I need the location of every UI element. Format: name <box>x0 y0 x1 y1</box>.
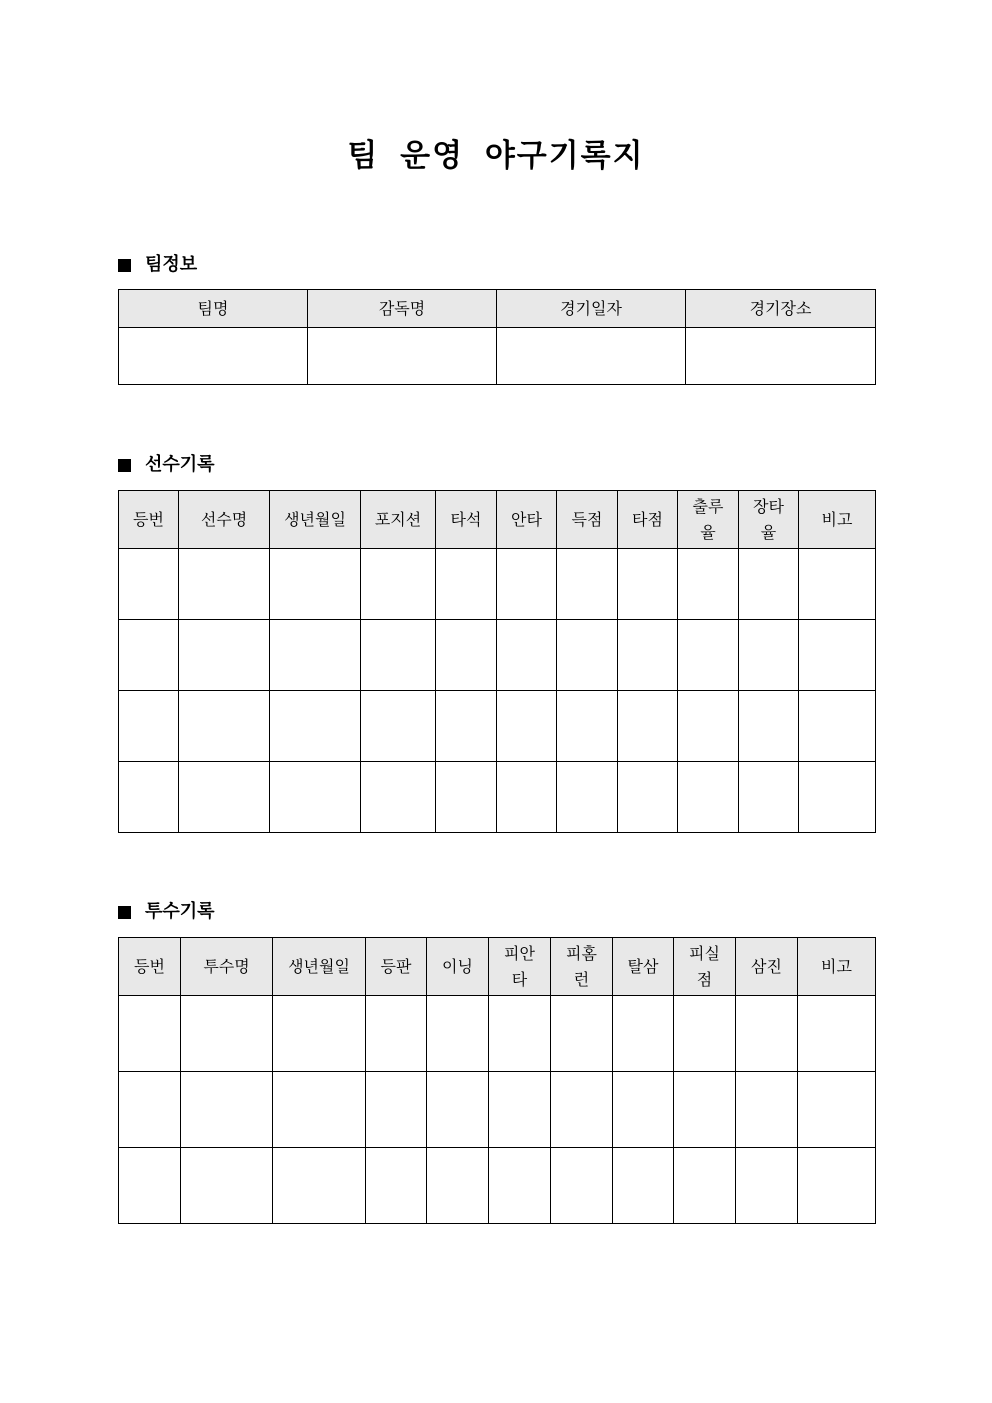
square-bullet-icon <box>118 906 131 919</box>
col-runs-allowed-label: 피실점 <box>689 943 720 989</box>
col-runs-allowed <box>674 938 736 996</box>
table-cell[interactable] <box>361 762 436 833</box>
table-cell[interactable] <box>736 996 798 1072</box>
table-row <box>119 620 876 691</box>
col-player-name: 선수명 <box>179 491 270 549</box>
table-cell[interactable] <box>361 691 436 762</box>
table-cell[interactable] <box>273 1072 366 1148</box>
table-cell[interactable] <box>618 762 678 833</box>
col-on-base-pct <box>678 491 739 549</box>
table-cell[interactable] <box>179 762 270 833</box>
col-hits-allowed <box>489 938 551 996</box>
table-cell[interactable] <box>179 691 270 762</box>
table-cell[interactable] <box>551 1072 613 1148</box>
table-cell[interactable] <box>273 996 366 1072</box>
table-cell[interactable] <box>119 620 179 691</box>
col-innings: 이닝 <box>427 938 489 996</box>
col-number: 등번 <box>119 491 179 549</box>
table-cell[interactable] <box>557 691 618 762</box>
col-slugging-pct-label: 장타율 <box>753 496 784 542</box>
table-cell[interactable] <box>497 549 557 620</box>
table-cell[interactable] <box>270 762 361 833</box>
col-notes: 비고 <box>798 938 876 996</box>
table-cell[interactable] <box>497 691 557 762</box>
table-cell[interactable] <box>678 762 739 833</box>
table-cell[interactable] <box>489 1148 551 1224</box>
table-cell[interactable] <box>119 549 179 620</box>
player-record-table <box>118 490 876 833</box>
table-cell[interactable] <box>739 762 799 833</box>
table-cell[interactable] <box>361 549 436 620</box>
table-cell[interactable] <box>739 620 799 691</box>
table-cell[interactable] <box>181 996 273 1072</box>
col-pitcher-name: 투수명 <box>181 938 273 996</box>
col-appearances: 등판 <box>366 938 427 996</box>
col-runs: 득점 <box>557 491 618 549</box>
pitcher-section-label: 투수기록 <box>145 901 215 922</box>
table-cell[interactable] <box>270 691 361 762</box>
table-cell[interactable] <box>799 691 876 762</box>
table-row <box>119 328 876 385</box>
table-cell[interactable] <box>119 1072 181 1148</box>
table-cell[interactable] <box>436 620 497 691</box>
col-birthdate: 생년월일 <box>273 938 366 996</box>
table-cell[interactable] <box>674 1148 736 1224</box>
col-strikeouts-pitched: 탈삼 <box>613 938 674 996</box>
table-cell[interactable] <box>181 1072 273 1148</box>
table-cell[interactable] <box>551 1148 613 1224</box>
table-cell[interactable] <box>489 996 551 1072</box>
team-section-heading <box>118 253 197 277</box>
table-cell[interactable] <box>489 1072 551 1148</box>
table-cell[interactable] <box>799 620 876 691</box>
table-header-row <box>119 491 876 549</box>
table-cell[interactable] <box>436 549 497 620</box>
square-bullet-icon <box>118 459 131 472</box>
table-cell[interactable] <box>613 1072 674 1148</box>
table-header-row <box>119 290 876 328</box>
table-cell[interactable] <box>736 1072 798 1148</box>
table-row <box>119 762 876 833</box>
col-game-venue: 경기장소 <box>686 290 876 328</box>
player-section-heading <box>118 453 215 477</box>
square-bullet-icon <box>118 259 131 272</box>
col-home-runs-allowed-label: 피홈런 <box>566 943 597 989</box>
table-cell[interactable] <box>119 762 179 833</box>
table-cell[interactable] <box>613 1148 674 1224</box>
table-cell[interactable] <box>799 549 876 620</box>
col-game-date: 경기일자 <box>497 290 686 328</box>
table-cell[interactable] <box>436 691 497 762</box>
table-cell[interactable] <box>557 549 618 620</box>
game-date-cell[interactable] <box>497 328 686 385</box>
table-cell[interactable] <box>270 549 361 620</box>
team-info-table <box>118 289 876 385</box>
table-cell[interactable] <box>613 996 674 1072</box>
table-cell[interactable] <box>618 549 678 620</box>
table-row <box>119 1072 876 1148</box>
table-cell[interactable] <box>798 1148 876 1224</box>
table-cell[interactable] <box>798 996 876 1072</box>
table-cell[interactable] <box>270 620 361 691</box>
col-team-name: 팀명 <box>119 290 308 328</box>
table-cell[interactable] <box>799 762 876 833</box>
col-strikeouts: 삼진 <box>736 938 798 996</box>
table-cell[interactable] <box>497 762 557 833</box>
col-slugging-pct <box>739 491 799 549</box>
table-cell[interactable] <box>361 620 436 691</box>
table-cell[interactable] <box>618 620 678 691</box>
col-rbi: 타점 <box>618 491 678 549</box>
table-cell[interactable] <box>739 549 799 620</box>
table-cell[interactable] <box>618 691 678 762</box>
table-cell[interactable] <box>557 762 618 833</box>
col-birthdate: 생년월일 <box>270 491 361 549</box>
table-cell[interactable] <box>674 996 736 1072</box>
team-name-cell[interactable] <box>119 328 308 385</box>
game-venue-cell[interactable] <box>686 328 876 385</box>
table-cell[interactable] <box>427 996 489 1072</box>
table-cell[interactable] <box>678 620 739 691</box>
table-cell[interactable] <box>119 996 181 1072</box>
table-cell[interactable] <box>181 1148 273 1224</box>
col-manager-name: 감독명 <box>308 290 497 328</box>
col-position: 포지션 <box>361 491 436 549</box>
col-home-runs-allowed <box>551 938 613 996</box>
table-cell[interactable] <box>497 620 557 691</box>
table-row <box>119 1148 876 1224</box>
pitcher-section-heading <box>118 900 215 924</box>
col-number: 등번 <box>119 938 181 996</box>
col-on-base-pct-label: 출루율 <box>692 496 724 542</box>
table-cell[interactable] <box>366 996 427 1072</box>
table-cell[interactable] <box>119 691 179 762</box>
table-cell[interactable] <box>678 549 739 620</box>
table-cell[interactable] <box>674 1072 736 1148</box>
table-cell[interactable] <box>739 691 799 762</box>
page-title: 팀 운영 야구기록지 <box>347 138 645 174</box>
table-cell[interactable] <box>179 549 270 620</box>
team-section-label: 팀정보 <box>145 254 198 275</box>
col-notes: 비고 <box>799 491 876 549</box>
table-cell[interactable] <box>678 691 739 762</box>
table-cell[interactable] <box>427 1072 489 1148</box>
col-hits: 안타 <box>497 491 557 549</box>
table-header-row <box>119 938 876 996</box>
table-row <box>119 549 876 620</box>
table-cell[interactable] <box>551 996 613 1072</box>
table-cell[interactable] <box>119 1148 181 1224</box>
table-cell[interactable] <box>366 1072 427 1148</box>
table-cell[interactable] <box>366 1148 427 1224</box>
table-cell[interactable] <box>179 620 270 691</box>
table-cell[interactable] <box>736 1148 798 1224</box>
col-hits-allowed-label: 피안타 <box>504 943 535 989</box>
table-cell[interactable] <box>436 762 497 833</box>
manager-name-cell[interactable] <box>308 328 497 385</box>
col-at-bats: 타석 <box>436 491 497 549</box>
table-cell[interactable] <box>557 620 618 691</box>
table-cell[interactable] <box>427 1148 489 1224</box>
table-row <box>119 691 876 762</box>
pitcher-record-table <box>118 937 876 1224</box>
table-cell[interactable] <box>273 1148 366 1224</box>
player-section-label: 선수기록 <box>145 454 215 475</box>
table-row <box>119 996 876 1072</box>
table-cell[interactable] <box>798 1072 876 1148</box>
